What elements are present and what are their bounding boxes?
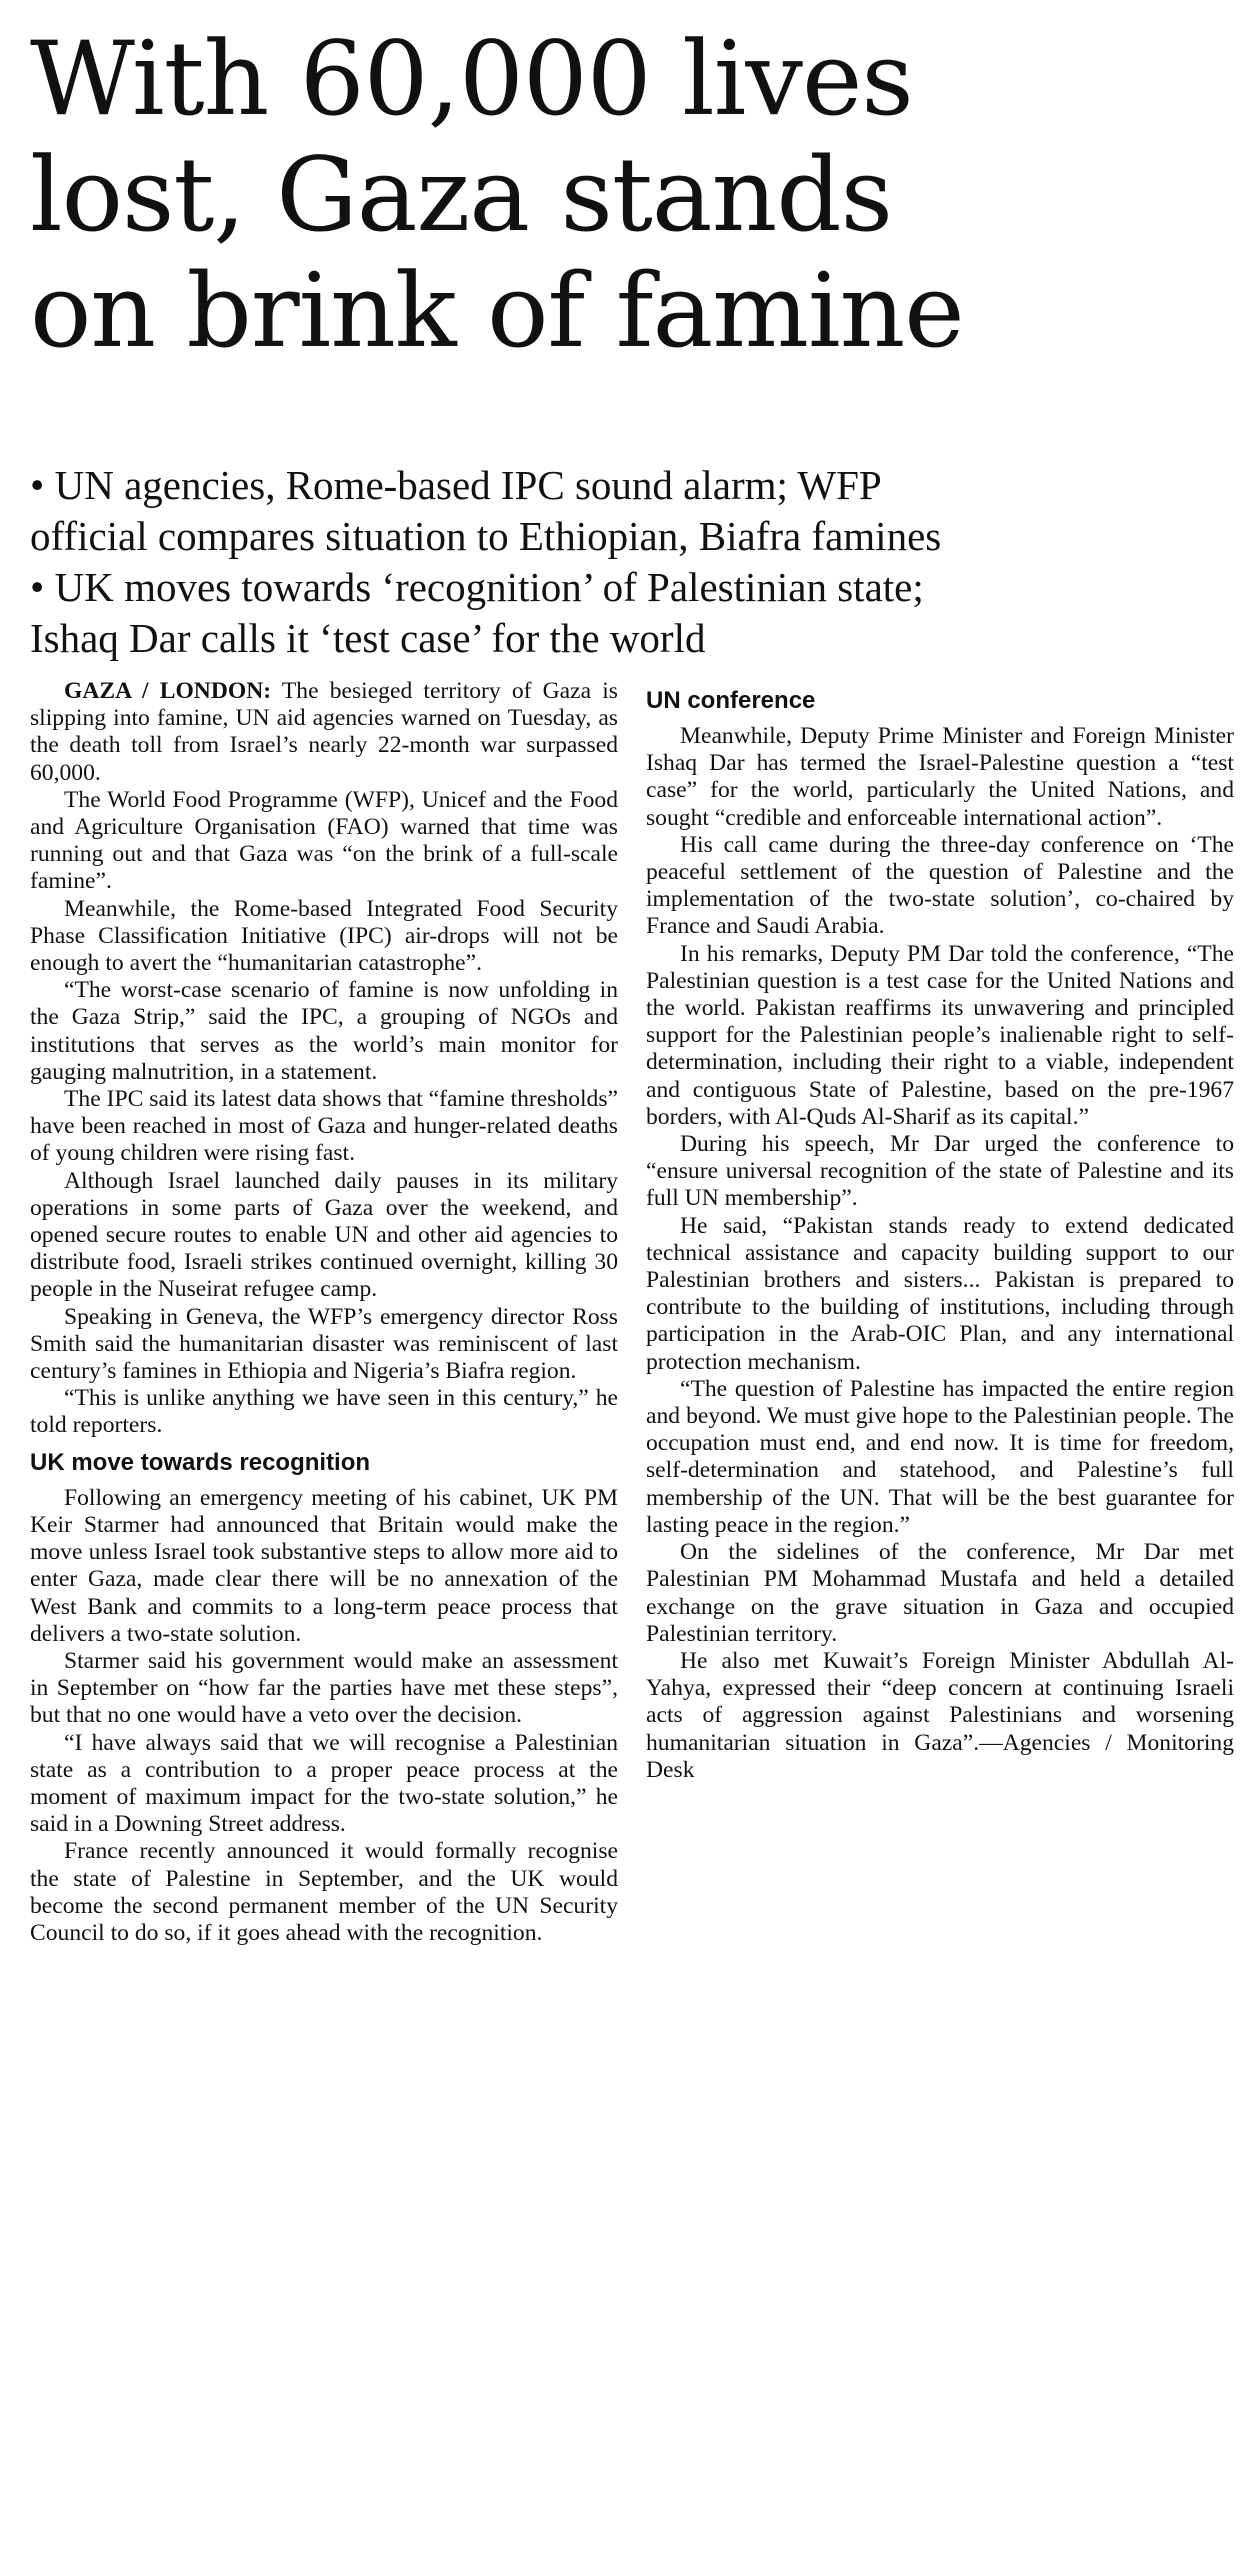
- paragraph-11: “I have always said that we will recognise a Palestinian state as a contribution to a proper peace process at the moment of maximum impact for the two-state solution,” he said in a Downing Street address.: [30, 1729, 618, 1838]
- paragraph-20: He also met Kuwait’s Foreign Minister Abdullah Al-Yahya, expressed their “deep concern at continuing Israeli acts of aggression against Palestinians and worsening humanitarian situation in Gaza”.—Agencies / Monitoring Desk: [646, 1647, 1234, 1783]
- paragraph-12: France recently announced it would formally recognise the state of Palestine in September, and the UK would become the second permanent member of the UN Security Council to do so, if it goes ahead with the recognition.: [30, 1838, 618, 1946]
- paragraph-8: “This is unlike anything we have seen in this century,” he told reporters.: [30, 1385, 618, 1439]
- paragraph-4: “The worst-case scenario of famine is now unfolding in the Gaza Strip,” said the IPC, a grouping of NGOs and institutions that serves as the world’s main monitor for gauging malnutrition, in a statement.: [30, 977, 618, 1085]
- subheading-un-conference: UN conference: [646, 687, 816, 714]
- paragraph-1: [30, 678, 618, 787]
- subheadline-decks: [30, 460, 1235, 664]
- headline: [30, 22, 1230, 370]
- paragraph-16: During his speech, Mr Dar urged the conference to “ensure universal recognition of the state of Palestine and its full UN membership”.: [646, 1131, 1234, 1212]
- paragraph-14: His call came during the three-day conference on ‘The peaceful settlement of the question of Palestine and the implementation of the two-state solution’, co-chaired by France and Saudi Arabia.: [646, 831, 1234, 940]
- paragraph-13: Meanwhile, Deputy Prime Minister and Foreign Minister Ishaq Dar has termed the Israel-Palestine question a “test case” for the world, particularly the United Nations, and sought “credible and enforceable international action”.: [646, 723, 1234, 831]
- column-right: [646, 678, 1234, 2558]
- dateline: GAZA / LONDON:: [64, 678, 272, 704]
- paragraph-17: He said, “Pakistan stands ready to extend dedicated technical assistance and capacity building support to our Palestinian brothers and sisters... Pakistan is prepared to contribute to the building of institutions, including through participation in the Arab-OIC Plan, and any international protection mechanism.: [646, 1212, 1234, 1375]
- paragraph-15: In his remarks, Deputy PM Dar told the conference, “The Palestinian question is a test case for the United Nations and the world. Pakistan reaffirms its unwavering and principled support for the Palestinian people’s inalienable right to self-determination, including their right to a viable, independent and contiguous State of Palestine, based on the pre-1967 borders, with Al-Quds Al-Sharif as its capital.”: [646, 940, 1234, 1130]
- paragraph-18: “The question of Palestine has impacted the entire region and beyond. We must give hope to the Palestinian people. The occupation must end, and end now. It is time for freedom, self-determination and statehood, and Palestine’s full membership of the UN. That will be the best guarantee for lasting peace in the region.”: [646, 1375, 1234, 1538]
- subheading-uk-move: UK move towards recognition: [30, 1448, 371, 1476]
- headline-line-3: on brink of famine: [30, 252, 964, 371]
- deck-line-1: • UN agencies, Rome-based IPC sound alarm; WFP: [30, 462, 882, 508]
- paragraph-2: The World Food Programme (WFP), Unicef and the Food and Agriculture Organisation (FAO) warned that time was running out and that Gaza was “on the brink of a full-scale famine”.: [30, 786, 618, 895]
- paragraph-19: On the sidelines of the conference, Mr Dar met Palestinian PM Mohammad Mustafa and held a detailed exchange on the grave situation in Gaza and occupied Palestinian territory.: [646, 1539, 1234, 1647]
- article-body: [30, 678, 1235, 2558]
- deck-line-4: Ishaq Dar calls it ‘test case’ for the world: [30, 615, 706, 661]
- column-left: [30, 678, 618, 2558]
- headline-line-1: With 60,000 lives: [30, 20, 913, 139]
- paragraph-5: The IPC said its latest data shows that “famine thresholds” have been reached in most of Gaza and hunger-related deaths of young children were rising fast.: [30, 1086, 618, 1167]
- deck-line-2: official compares situation to Ethiopian, Biafra famines: [30, 513, 942, 559]
- paragraph-6: Although Israel launched daily pauses in its military operations in some parts of Gaza over the weekend, and opened secure routes to enable UN and other aid agencies to distribute food, Israeli strikes continued overnight, killing 30 people in the Nuseirat refugee camp.: [30, 1167, 618, 1303]
- paragraph-9: Following an emergency meeting of his cabinet, UK PM Keir Starmer had announced that Britain would make the move unless Israel took substantive steps to allow more aid to enter Gaza, made clear there will be no annexation of the West Bank and commits to a long-term peace process that delivers a two-state solution.: [30, 1484, 618, 1647]
- deck-line-3: • UK moves towards ‘recognition’ of Palestinian state;: [30, 564, 924, 610]
- paragraph-7: Speaking in Geneva, the WFP’s emergency director Ross Smith said the humanitarian disaster was reminiscent of last century’s famines in Ethiopia and Nigeria’s Biafra region.: [30, 1303, 618, 1385]
- headline-line-2: lost, Gaza stands: [30, 136, 892, 255]
- paragraph-3: Meanwhile, the Rome-based Integrated Food Security Phase Classification Initiative (IPC) air-drops will not be enough to avert the “humanitarian catastrophe”.: [30, 895, 618, 977]
- paragraph-10: Starmer said his government would make an assessment in September on “how far the parties have met these steps”, but that no one would have a veto over the decision.: [30, 1647, 618, 1729]
- paragraph-1-text: The besieged territory of Gaza is slipping into famine, UN aid agencies warned on Tuesday, as the death toll from Israel’s nearly 22-month war surpassed 60,000.: [30, 678, 618, 786]
